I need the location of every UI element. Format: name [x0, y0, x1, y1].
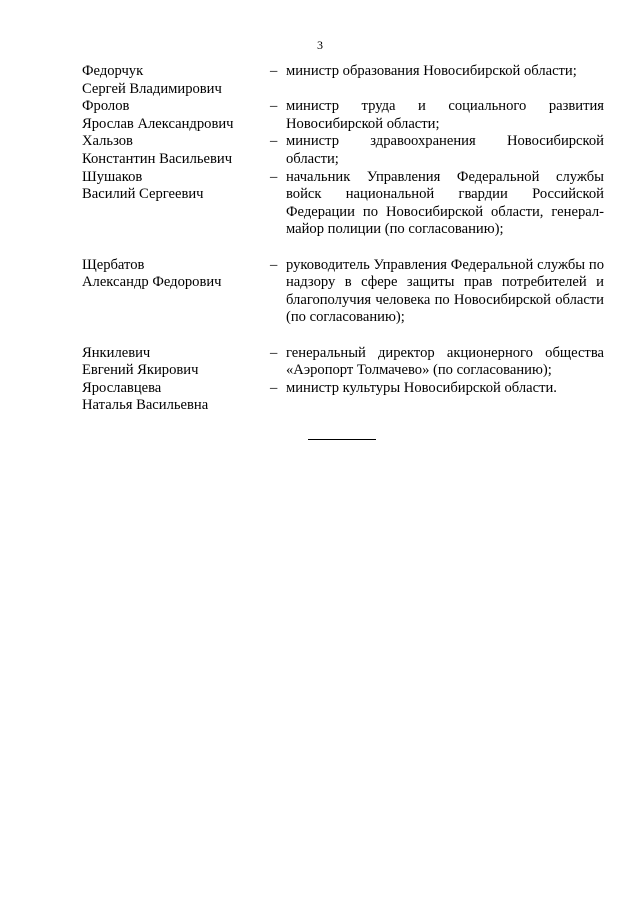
member-name — [82, 98, 270, 133]
member-given-names: Евгений Якирович — [82, 362, 199, 379]
member-row — [82, 133, 604, 168]
member-given-names: Александр Федорович — [82, 274, 222, 291]
member-list — [82, 63, 604, 415]
member-surname: Янкилевич — [82, 344, 151, 361]
dash-separator: – — [270, 63, 278, 79]
member-surname: Фролов — [82, 98, 130, 115]
member-row — [82, 257, 604, 327]
member-given-names: Ярослав Александрович — [82, 115, 234, 132]
member-row — [82, 380, 604, 415]
dash-separator: – — [270, 168, 278, 185]
member-given-names: Сергей Владимирович — [82, 80, 222, 97]
member-surname: Хальзов — [82, 133, 133, 150]
end-of-list-rule — [308, 439, 376, 440]
member-position: министр образования Новосибирской области; — [286, 63, 577, 79]
member-name — [82, 169, 270, 204]
member-position: министр здравоохранения Новосибирской области; — [286, 133, 604, 167]
member-surname: Щербатов — [82, 256, 145, 273]
member-name — [82, 257, 270, 292]
member-position: министр труда и социального развития Новосибирской области; — [286, 98, 604, 132]
member-given-names: Василий Сергеевич — [82, 186, 204, 203]
member-row — [82, 98, 604, 133]
member-given-names: Наталья Васильевна — [82, 397, 209, 414]
dash-separator: – — [270, 133, 278, 150]
member-given-names: Константин Васильевич — [82, 150, 233, 167]
member-position: министр культуры Новосибирской области. — [286, 379, 557, 396]
member-surname: Федорчук — [82, 63, 144, 79]
member-row — [82, 63, 604, 98]
dash-separator: – — [270, 379, 278, 396]
dash-separator: – — [270, 98, 278, 115]
member-name — [82, 380, 270, 415]
member-name — [82, 63, 270, 98]
member-position: руководитель Управления Федеральной службы по надзору в сфере защиты прав потребителей и благополучия человека по Новосибирской области (по согласованию); — [286, 256, 604, 326]
member-row — [82, 169, 604, 239]
member-position: начальник Управления Федеральной службы войск национальной гвардии Российской Федерации по Новосибирской области, генерал-майор полиции (по согласованию); — [286, 168, 604, 238]
dash-separator: – — [270, 344, 278, 361]
member-surname: Шушаков — [82, 168, 143, 185]
member-name — [82, 133, 270, 168]
member-surname: Ярославцева — [82, 379, 162, 396]
dash-separator: – — [270, 256, 278, 273]
member-position: генеральный директор акционерного общества «Аэропорт Толмачево» (по согласованию); — [286, 344, 604, 379]
member-row — [82, 345, 604, 380]
member-name — [82, 345, 270, 380]
page-number: 3 — [317, 38, 323, 52]
